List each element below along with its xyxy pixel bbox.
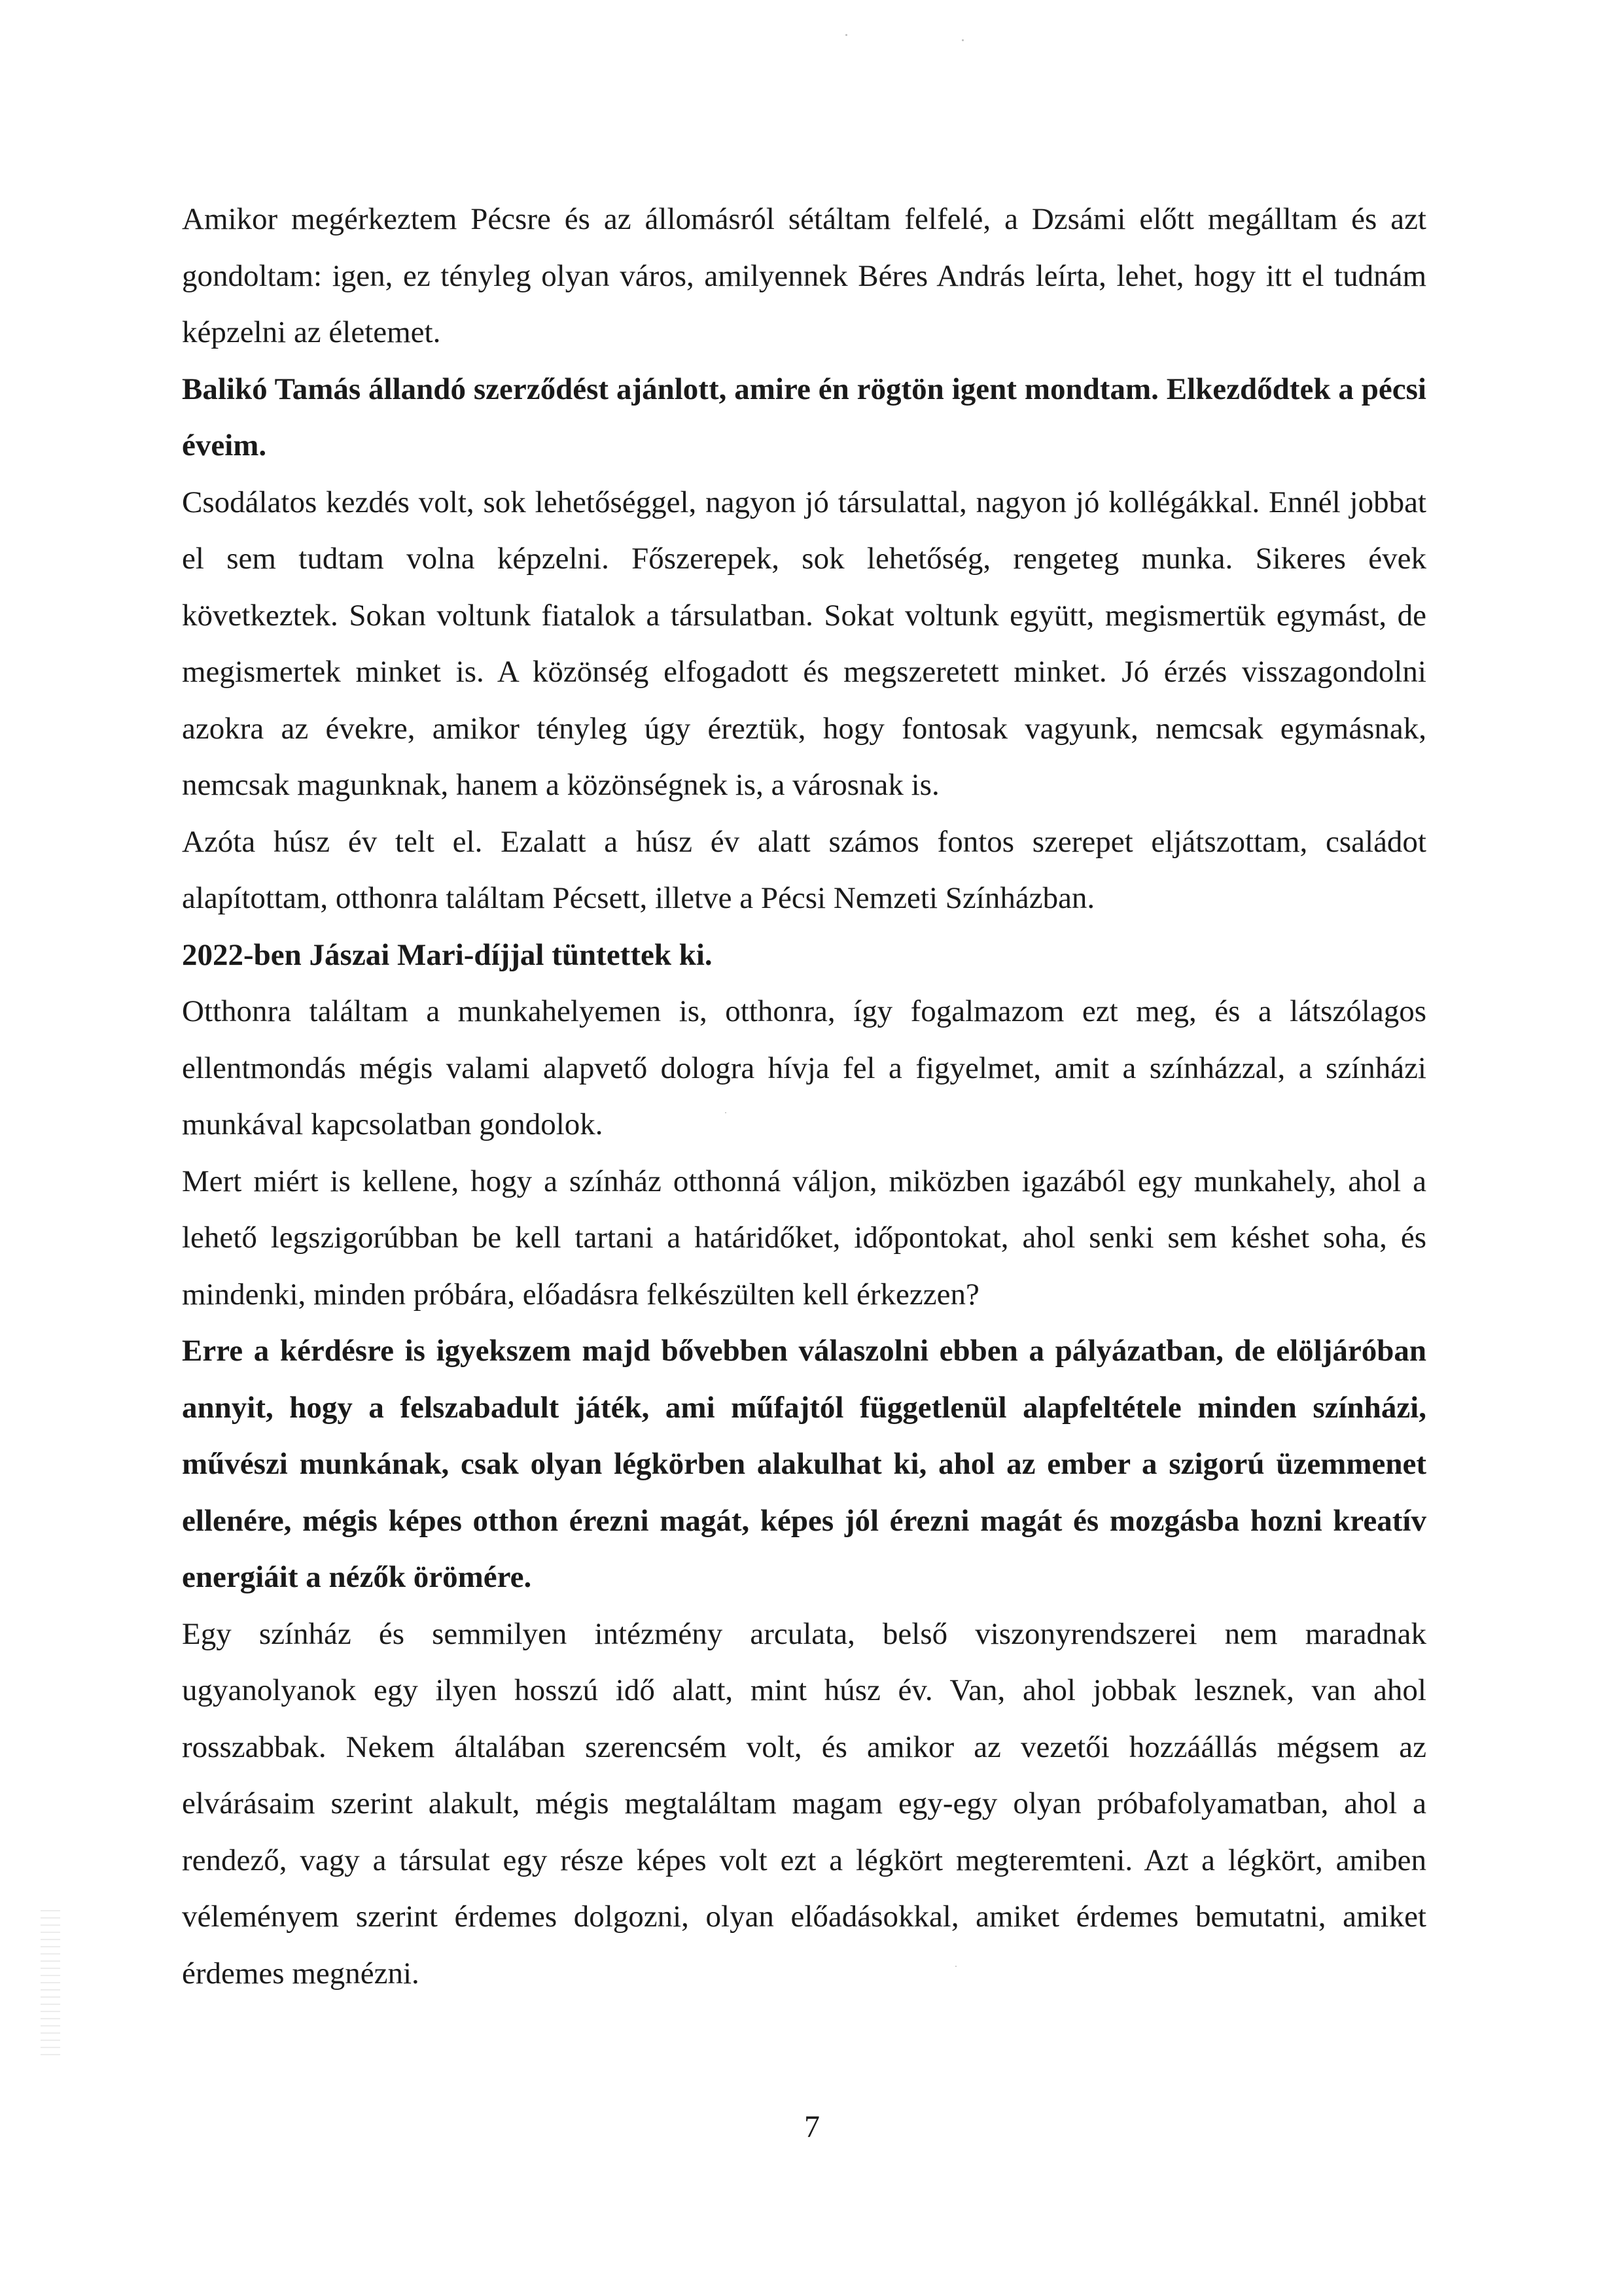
paragraph-award: 2022-ben Jászai Mari-díjjal tüntettek ki.	[182, 937, 713, 972]
scan-speck	[845, 34, 847, 36]
scan-speck	[955, 1966, 957, 1967]
paragraph-atmosphere: Egy színház és semmilyen intézmény arculata, belső viszonyrendszerei nem maradnak ugyanolyanok egy ilyen hosszú idő alatt, mint húsz év. Van, ahol jobbak lesznek, van ahol rosszabbak. Nekem általában szerencsém volt, és amikor az vezetői hozzáállás mégsem az elvárásaim szerint alakult, mégis megtaláltam magam egy-egy olyan próbafolyamatban, ahol a rendező, vagy a társulat egy része képes volt ezt a légkört megteremteni. Azt a légkört, amiben véleményem szerint érdemes dolgozni, olyan előadásokkal, amiket érdemes bemutatni, amiket érdemes megnézni.	[182, 1616, 1426, 1991]
page-number: 7	[804, 2110, 820, 2144]
paragraph-workplace-home: Otthonra találtam a munkahelyemen is, otthonra, így fogalmazom ezt meg, és a látszólagos ellentmondás mégis valami alapvető dologra hívja fel a figyelmet, amit a színházzal, a színházi munkával kapcsolatban gondolok.	[182, 994, 1426, 1141]
scan-margin-noise	[41, 1910, 60, 2061]
scan-speck	[725, 1112, 726, 1113]
paragraph-contract: Balikó Tamás állandó szerződést ajánlott, amire én rögtön igent mondtam. Elkezdődtek a pécsi éveim.	[182, 372, 1426, 462]
body-text	[182, 191, 1426, 2002]
paragraph-twenty-years: Azóta húsz év telt el. Ezalatt a húsz év alatt számos fontos szerepet eljátszottam, családot alapítottam, otthonra találtam Pécsett, illetve a Pécsi Nemzeti Színházban.	[182, 824, 1426, 915]
scan-speck	[962, 39, 964, 41]
paragraph-question: Mert miért is kellene, hogy a színház otthonná váljon, miközben igazából egy munkahely, ahol a lehető legszigorúbban be kell tartani a határidőket, időpontokat, ahol senki sem késhet soha, és mindenki, minden próbára, előadásra felkészülten kell érkezzen?	[182, 1164, 1426, 1312]
paragraph-beginning: Csodálatos kezdés volt, sok lehetőséggel, nagyon jó társulattal, nagyon jó kollégákkal. Ennél jobbat el sem tudtam volna képzelni. Főszerepek, sok lehetőség, rengeteg munka. Sikeres évek következtek. Sokan voltunk fiatalok a társulatban. Sokat voltunk együtt, megismertük egymást, de megismertek minket is. A közönség elfogadott és megszeretett minket. Jó érzés visszagondolni azokra az évekre, amikor tényleg úgy éreztük, hogy fontosak vagyunk, nemcsak egymásnak, nemcsak magunknak, hanem a közönségnek is, a városnak is.	[182, 485, 1426, 802]
paragraph-answer: Erre a kérdésre is igyekszem majd bővebben válaszolni ebben a pályázatban, de elöljáróban annyit, hogy a felszabadult játék, ami műfajtól függetlenül alapfeltétele minden színházi, művészi munkának, csak olyan légkörben alakulhat ki, ahol az ember a szigorú üzemmenet ellenére, mégis képes otthon érezni magát, képes jól érezni magát és mozgásba hozni kreatív energiáit a nézők örömére.	[182, 1334, 1426, 1594]
paragraph-arrival: Amikor megérkeztem Pécsre és az állomásról sétáltam felfelé, a Dzsámi előtt megálltam és azt gondoltam: igen, ez tényleg olyan város, amilyennek Béres András leírta, lehet, hogy itt el tudnám képzelni az életemet.	[182, 202, 1426, 349]
